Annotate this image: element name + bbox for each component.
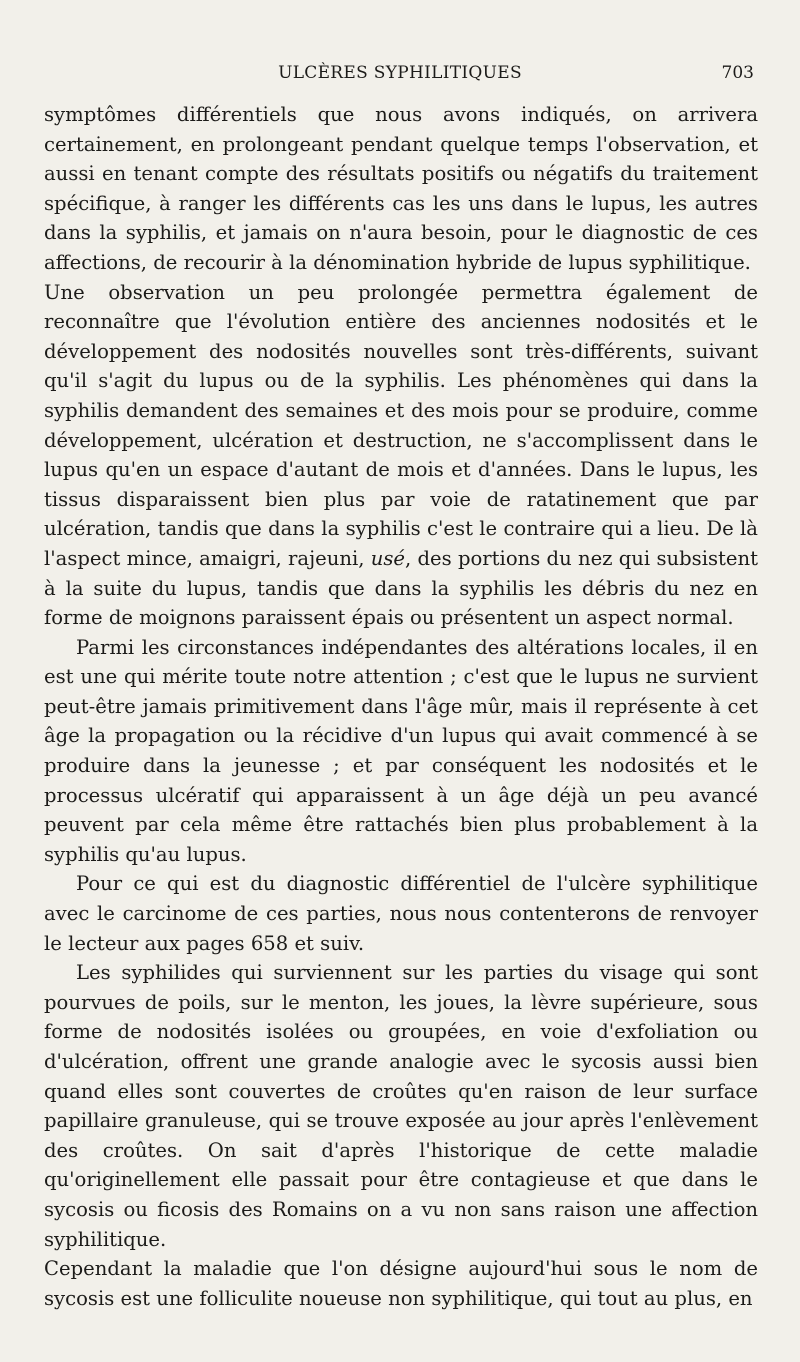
page-header xyxy=(0,63,800,87)
paragraph-4-text: Pour ce qui est du diagnostic différentiel de l'ulcère syphilitique avec le carcinome de ces parties, nous nous contenterons de renvoyer le lecteur aux pages 658 et suiv. xyxy=(44,872,758,955)
paragraph-6 xyxy=(44,1254,758,1313)
paragraph-5 xyxy=(44,958,758,1254)
paragraph-3 xyxy=(44,633,758,870)
paragraph-5-text: Les syphilides qui surviennent sur les parties du visage qui sont pourvues de poils, sur le menton, les joues, la lèvre supérieure, sous forme de nodosités isolées ou groupées, en voie d'exfoliation ou d'ulcération, offrent une grande analogie avec le sycosis aussi bien quand elles sont couvertes de croûtes qu'en raison de leur surface papillaire granuleuse, qui se trouve exposée au jour après l'enlèvement des croûtes. On sait d'après l'historique de cette maladie qu'originellement elle passait pour être contagieuse et que dans le sycosis ou ficosis des Romains on a vu non sans raison une affection syphilitique. xyxy=(44,961,758,1251)
paragraph-3-text: Parmi les circonstances indépendantes des altérations locales, il en est une qui mérite toute notre attention ; c'est que le lupus ne survient peut-être jamais primitivement dans l'âge mûr, mais il représente à cet âge la propagation ou la récidive d'un lupus qui avait commencé à se produire dans la jeunesse ; et par conséquent les nodosités et le processus ulcératif qui apparaissent à un âge déjà un peu avancé peuvent par cela même être rattachés bien plus probablement à la syphilis qu'au lupus. xyxy=(44,635,758,866)
paragraph-4 xyxy=(44,869,758,958)
paragraph-1 xyxy=(44,100,758,278)
running-title: ULCÈRES SYPHILITIQUES xyxy=(278,63,522,83)
paragraph-2 xyxy=(44,278,758,633)
paragraph-2-part-1: Une observation un peu prolongée permettra également de reconnaître que l'évolution entière des anciennes nodosités et le développement des nodosités nouvelles sont très-différents, suivant qu'il s'agit du lupus ou de la syphilis. Les phénomènes qui dans la syphilis demandent des semaines et des mois pour se produire, comme développement, ulcération et destruction, ne s'accomplissent dans le lupus qu'en un espace d'autant de mois et d'années. Dans le lupus, les tissus disparaissent bien plus par voie de ratatinement que par ulcération, tandis que dans la syphilis c'est le contraire qui a lieu. De là l'aspect mince, amaigri, rajeuni, xyxy=(44,280,758,570)
paragraph-1-text: symptômes différentiels que nous avons indiqués, on arrivera certainement, en prolongeant pendant quelque temps l'observation, et aussi en tenant compte des résultats positifs ou négatifs du traitement spécifique, à ranger les différents cas les uns dans le lupus, les autres dans la syphilis, et jamais on n'aura besoin, pour le diagnostic de ces affections, de recourir à la dénomination hybride de lupus syphilitique. xyxy=(44,103,758,274)
paragraph-2-part-2: , des portions du nez qui subsistent à la suite du lupus, tandis que dans la syphilis les débris du nez en forme de moignons paraissent épais ou présentent un aspect normal. xyxy=(44,546,759,630)
paragraph-2-italic-word: usé xyxy=(370,546,406,570)
paragraph-6-text: Cependant la maladie que l'on désigne aujourd'hui sous le nom de sycosis est une folliculite noueuse non syphilitique, qui tout au plus, en xyxy=(44,1257,758,1310)
body-text xyxy=(44,100,758,1313)
page-number: 703 xyxy=(721,63,754,83)
